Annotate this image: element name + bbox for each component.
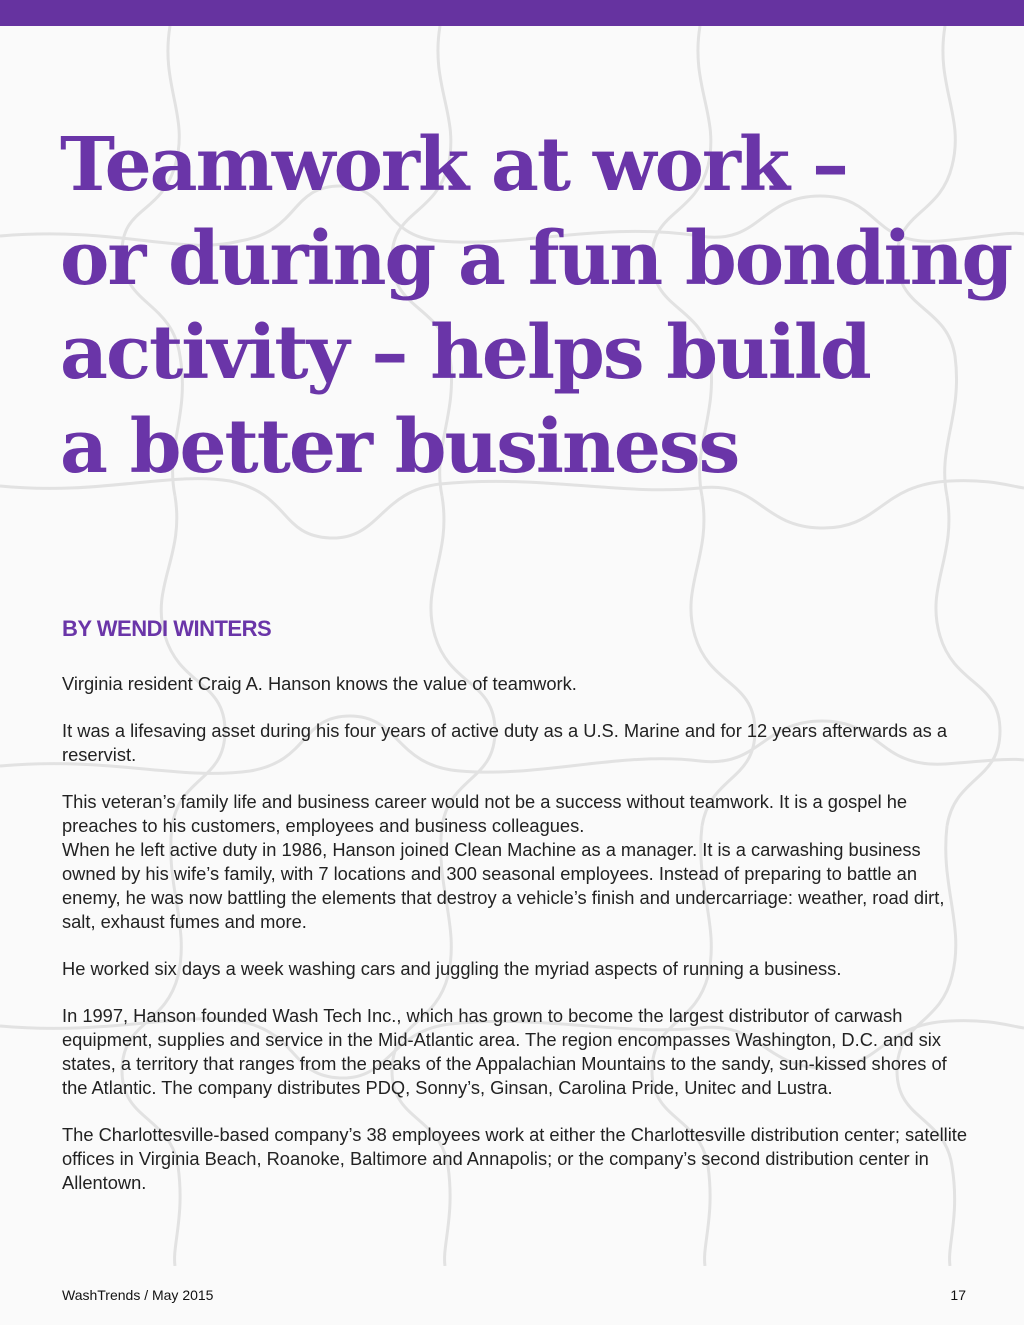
body-paragraph-6: In 1997, Hanson founded Wash Tech Inc., which has grown to become the largest distributor of carwash equipment, supplies and service in the Mid-Atlantic area. The region encompasses Washington, D.C. and six states, a territory that ranges from the peaks of the Appalachian Mountains to the sandy, sun-kissed shores of the Atlantic. The company distributes PDQ, Sonny’s, Ginsan, Carolina Pride, Unitec and Lustra. [62, 1005, 947, 1098]
body-paragraph-3: This veteran’s family life and business career would not be a success without teamwork. It is a gospel he preaches to his customers, employees and business colleagues. [62, 791, 908, 836]
article-headline [60, 118, 1012, 494]
body-paragraph-2: It was a lifesaving asset during his four years of active duty as a U.S. Marine and for 12 years afterwards as a reservist. [62, 720, 948, 765]
headline-line-2: or during a fun bonding [60, 216, 1012, 302]
headline-line-4: a better business [60, 404, 739, 490]
footer-publication: WashTrends / May 2015 [62, 1287, 214, 1303]
body-paragraph-5: He worked six days a week washing cars and juggling the myriad aspects of running a business. [62, 958, 842, 979]
author-byline: BY WENDI WINTERS [62, 616, 272, 641]
body-paragraph-4: When he left active duty in 1986, Hanson joined Clean Machine as a manager. It is a carwashing business owned by his wife’s family, with 7 locations and 300 seasonal employees. Instead of preparing to battle an enemy, he was now battling the elements that destroy a vehicle’s finish and undercarriage: weather, road dirt, salt, exhaust fumes and more. [62, 839, 945, 932]
body-paragraph-1: Virginia resident Craig A. Hanson knows the value of teamwork. [62, 673, 577, 694]
article-body [62, 672, 972, 1218]
body-paragraph-7: The Charlottesville-based company’s 38 employees work at either the Charlottesville distribution center; satellite offices in Virginia Beach, Roanoke, Baltimore and Annapolis; or the company’s second distribution center in Allentown. [62, 1124, 968, 1193]
headline-line-3: activity – helps build [60, 310, 870, 396]
headline-line-1: Teamwork at work – [60, 122, 847, 208]
footer-page-number: 17 [950, 1287, 966, 1303]
top-accent-bar [0, 0, 1024, 26]
